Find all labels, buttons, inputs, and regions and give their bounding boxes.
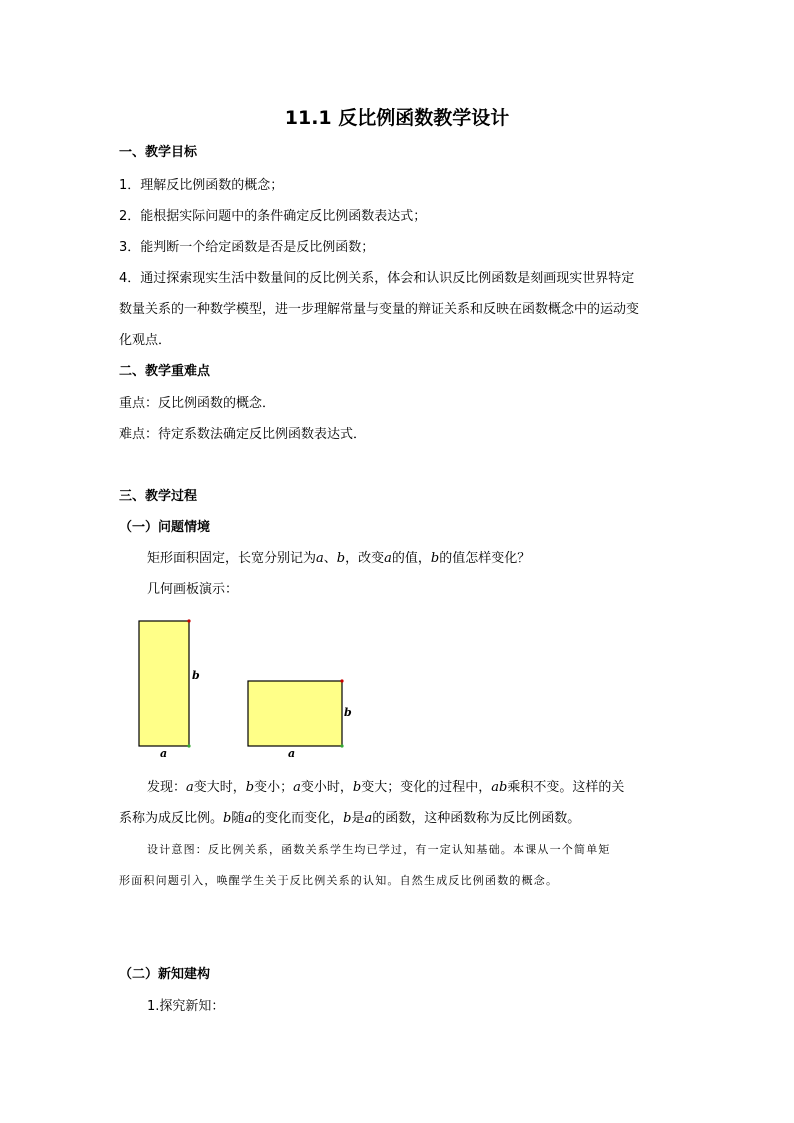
difficult-point: 难点：待定系数法确定反比例函数表达式． [119,427,367,442]
discovery-text: 的函数，这种函数称为反比例函数。 [372,811,581,826]
problem-text: ，改变 [345,551,385,566]
subsection-1-heading: （一）问题情境 [119,520,211,535]
objective-4-line-3: 化观点． [119,333,172,348]
discovery-text: 随 [231,811,245,826]
right-rect-label-a: a [288,747,296,760]
problem-text: 的值， [391,551,431,566]
var-b: b [223,811,232,826]
discovery-text: 的变化而变化， [252,811,344,826]
right-rect-top-point [340,679,343,682]
var-a: a [384,551,392,566]
var-b: b [430,551,440,566]
var-a: a [364,811,373,826]
var-a: a [186,780,194,795]
var-b: b [352,780,362,795]
discovery-text: 发现： [147,780,187,795]
objectives-heading: 一、教学目标 [119,145,198,160]
discovery-line-2 [119,810,580,828]
subsection-2-heading: （二）新知建构 [119,967,211,982]
objective-4-line-1: 4．通过探索现实生活中数量间的反比例关系，体会和认识反比例函数是刻画现实世界特定 [119,271,635,286]
problem-text: 的值怎样变化？ [439,551,531,566]
discovery-text: 变大；变化的过程中， [361,780,492,795]
var-b: b [343,811,352,826]
objective-1: 1．理解反比例函数的概念； [119,178,284,193]
process-heading: 三、教学过程 [119,489,198,504]
key-point: 重点：反比例函数的概念． [119,396,276,411]
key-points-heading: 二、教学重难点 [119,364,211,379]
objective-2: 2．能根据实际问题中的条件确定反比例函数表达式； [119,209,427,224]
left-rectangle [139,621,189,746]
discovery-line-1 [147,779,624,797]
left-rect-top-point [187,619,190,622]
page-title: 11.1 反比例函数教学设计 [284,107,510,129]
discovery-text: 乘积不变。这样的关 [507,780,625,795]
problem-text: 矩形面积固定，长宽分别记为 [147,551,317,566]
objective-4-line-2: 数量关系的一种数学模型，进一步理解常量与变量的辩证关系和反映在函数概念中的运动变 [119,302,640,317]
right-rect-label-b: b [344,706,352,719]
design-note-line-1: 设计意图：反比例关系，函数关系学生均已学过，有一定认知基础。本课从一个简单矩 [147,843,611,856]
var-a: a [244,811,253,826]
explore-label: 1.探究新知： [147,999,225,1014]
discovery-text: 变小时， [300,780,353,795]
left-rect-label-b: b [192,669,200,682]
var-b: b [245,780,255,795]
discovery-text: 变大时， [193,780,246,795]
right-rectangle [248,681,342,746]
discovery-text: 系称为成反比例。 [119,811,224,826]
left-rect-bottom-point [187,744,190,747]
left-rect-label-a: a [160,747,168,760]
var-a: a [293,780,301,795]
var-a: a [316,551,324,566]
demo-label: 几何画板演示： [147,582,239,597]
var-b: b [336,551,346,566]
discovery-text: 是 [351,811,365,826]
design-note-line-2: 形面积问题引入，唤醒学生关于反比例关系的认知。自然生成反比例函数的概念。 [119,874,559,887]
problem-text: 、 [323,551,337,566]
objective-3: 3．能判断一个给定函数是否是反比例函数； [119,240,375,255]
var-ab: ab [491,780,508,795]
discovery-text: 变小； [254,780,294,795]
right-rect-bottom-point [340,744,343,747]
